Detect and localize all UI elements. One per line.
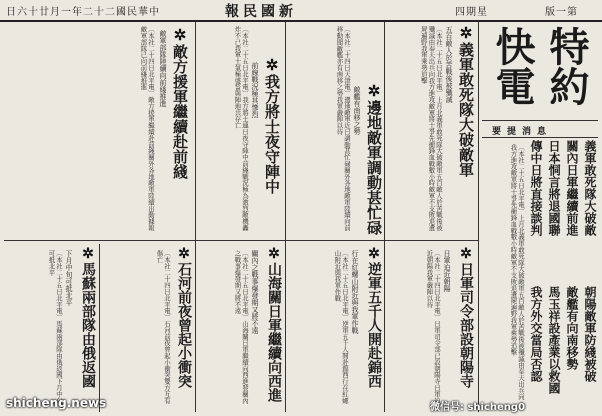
article-2 xyxy=(286,22,384,240)
summary-item: 馬玉祥設產業以救國 xyxy=(547,286,561,394)
article-9 xyxy=(4,244,98,412)
issue-date: 日六十廿月一年二十二國民華中 xyxy=(6,7,160,18)
summary-heading: 要提消息 xyxy=(492,127,553,137)
article-body: 〔本社二十四日北平電〕敵方援軍繼續赴前綫關外各地敵軍陸續出動據報敵軍部隊已向前綫推進 xyxy=(139,26,155,231)
column-rule xyxy=(478,22,479,412)
watermark-right: 微信号: shicheng0 xyxy=(430,402,526,413)
headline: ✲逆軍五千人開赴錦西 xyxy=(366,246,382,388)
summary-item: 我方外交當局否認 xyxy=(529,286,543,382)
summary-item: 傳中日將直接談判 xyxy=(529,140,543,236)
banner-title-left: 快電 xyxy=(489,26,536,106)
summary-list xyxy=(482,140,598,406)
article-body: 〔本社二十四日北平電〕日軍司令部已設朝陽寺日軍迫近朝陽我軍嚴陣以待 xyxy=(425,250,441,404)
banner xyxy=(480,24,598,118)
star-icon: ✲ xyxy=(458,246,474,262)
headline: ✲邊地敵軍調動甚忙碌 xyxy=(365,82,383,235)
star-icon: ✲ xyxy=(80,246,96,262)
summary-item: 義軍敢死隊大破敵 xyxy=(583,140,597,236)
article-body: 〔本社二十五日北平電〕馬蘇兩部隊由俄返國下月中旬可抵北平 xyxy=(47,250,63,404)
article-body: 〔本社二十五日北平電〕逆軍五千人開赴錦西行在紅螺山附近與我軍作戰 xyxy=(333,250,349,404)
subhead: 日軍迫近朝陽 xyxy=(443,250,451,292)
divider xyxy=(482,137,598,138)
article-7 xyxy=(286,244,384,412)
star-icon: ✲ xyxy=(176,246,192,262)
weekday: 四期星 xyxy=(455,7,488,18)
article-body: 〔本社二十五日北平電〕上月北義軍敢死隊大破敵軍五百敵人於苦戰後被殲滅由奉天出兵向我方進攻敵軍將士爭先衝鋒血戰數小時敵軍不支敗退遺屍遍野我軍乘勢追擊 xyxy=(419,26,443,231)
headline: ✲馬蘇兩部隊由俄返國 xyxy=(80,246,96,388)
article-1 xyxy=(386,22,476,240)
star-icon: ✲ xyxy=(171,26,189,44)
subhead: 五百敵人於苦戰後被殲滅 xyxy=(445,26,453,103)
headline: ✲義軍敢死隊大破敵軍 xyxy=(457,24,475,177)
article-body: 〔本社二十五日北平電〕山海關日軍繼續向西進發關內之戰事爆發期又將不遠 xyxy=(233,250,249,404)
article-6 xyxy=(386,244,476,412)
headline: ✲石河前夜曾起小衝突 xyxy=(176,246,192,388)
watermark-left: shicheng.news xyxy=(6,396,107,410)
summary-note: 〔本社二十五日北平電〕上月北義軍敢死隊大破敵軍五百敵人於苦戰後被殲滅由奉天出兵向我方進攻敵軍將士爭先衝鋒血戰數小時敵軍不支敗退遺屍遍野我軍乘勢追擊 xyxy=(509,144,525,400)
article-5 xyxy=(196,244,284,412)
column-rule xyxy=(384,22,385,412)
subhead: 關內之戰事爆發期又將不遠 xyxy=(251,250,259,334)
star-icon: ✲ xyxy=(365,82,383,100)
column-rule xyxy=(285,22,286,412)
article-body: 〔本社二十五日北平電〕我方將士連日夜守陣中前綫戰況極為激烈敵機轟炸不已我軍士氣極盛誓與陣地共存亡 xyxy=(233,26,249,231)
headline: ✲山海關日軍繼續向西進 xyxy=(266,246,282,402)
headline: ✲日軍司令部設朝陽寺 xyxy=(458,246,474,388)
banner-title-right: 特約 xyxy=(543,26,590,106)
headline: ✲我方將士夜守陣中 xyxy=(263,56,281,194)
article-3 xyxy=(196,22,284,240)
star-icon: ✲ xyxy=(263,56,281,74)
summary-item: 敵艦有向南移勢 xyxy=(565,286,579,370)
masthead: 報民國新 xyxy=(225,4,297,20)
subhead: 敵艦有南移之勢 xyxy=(353,86,361,135)
star-icon: ✲ xyxy=(266,246,282,262)
column-rule xyxy=(99,244,100,412)
article-8 xyxy=(100,244,194,412)
summary-item: 關內日軍繼續前進 xyxy=(565,140,579,236)
article-body: 〔本社二十四日天津電〕邊地敵軍近日調動甚忙碌關外各地敵軍陸續向前移動聞敵艦亦有南移之勢我軍嚴陣以待 xyxy=(335,26,351,231)
newspaper-header xyxy=(0,0,602,22)
subhead: 前線戰況極其慘烈 xyxy=(251,62,259,118)
page-number: 版一第 xyxy=(545,7,578,18)
star-icon: ✲ xyxy=(457,24,475,42)
divider xyxy=(482,120,598,121)
column-rule xyxy=(195,22,196,412)
summary-item: 朝陽敵軍防綫被破 xyxy=(583,286,597,382)
horizontal-rule xyxy=(4,240,478,241)
subhead: 敵軍部隊陸續向前綫推進 xyxy=(159,30,167,107)
subhead: 下月中旬可抵北平 xyxy=(65,250,73,306)
star-icon: ✲ xyxy=(366,246,382,262)
headline: ✲敵方援軍繼續赴前綫 xyxy=(171,26,189,179)
subhead: 行在紅螺山附近與我軍作戰 xyxy=(351,250,359,334)
article-body: 〔本社二十四日北平電〕石河前夜曾起小衝突雙方互有傷亡 xyxy=(155,250,171,404)
article-4 xyxy=(4,22,194,240)
summary-item: 日本恫言將退國聯 xyxy=(547,140,561,236)
